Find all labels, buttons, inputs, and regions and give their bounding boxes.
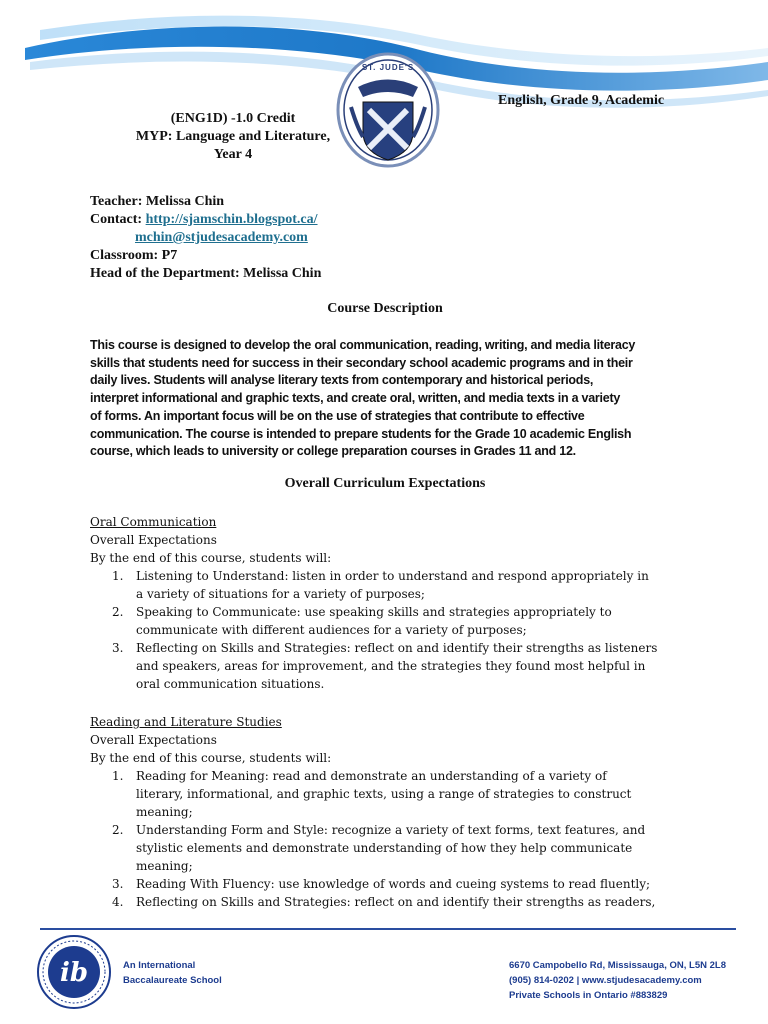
course-code-line: (ENG1D) -1.0 Credit xyxy=(170,111,296,126)
item-line: and speakers, areas for improvement, and the strategies they found most helpful in xyxy=(136,659,646,673)
course-code-block xyxy=(120,110,346,164)
description-line: interpret informational and graphic texts, and create oral, written, and media texts in a variety xyxy=(90,391,621,406)
ib-line-1: An International xyxy=(123,960,196,971)
list-item xyxy=(90,603,690,639)
item-line: Speaking to Communicate: use speaking skills and strategies appropriately to xyxy=(136,605,612,619)
crest-text: ST. JUDE'S xyxy=(361,63,415,72)
teacher-info xyxy=(90,193,321,283)
expectation-list xyxy=(90,767,690,911)
course-program-line: MYP: Language and Literature, xyxy=(135,129,331,144)
email-link[interactable]: mchin@stjudesacademy.com xyxy=(135,230,308,245)
expectation-list xyxy=(90,567,690,693)
reading-literature-section xyxy=(90,713,690,911)
list-item xyxy=(90,767,690,821)
contact-line xyxy=(90,211,321,229)
item-line: Listening to Understand: listen in order to understand and respond appropriately in xyxy=(136,569,649,583)
list-item xyxy=(90,639,690,693)
classroom-line: Classroom: P7 xyxy=(90,248,178,263)
item-line: communicate with different audiences for a variety of purposes; xyxy=(136,623,527,637)
school-address: 6670 Campobello Rd, Mississauga, ON, L5N 2L8 xyxy=(509,960,726,971)
item-number: 1. xyxy=(112,569,124,583)
item-number: 4. xyxy=(112,895,124,909)
list-item xyxy=(90,875,690,893)
course-year-line: Year 4 xyxy=(213,147,253,162)
blog-link[interactable]: http://sjamschin.blogspot.ca/ xyxy=(145,212,318,227)
school-phone-web: (905) 814-0202 | www.stjudesacademy.com xyxy=(509,975,702,986)
item-number: 2. xyxy=(112,823,124,837)
description-line: course, which leads to university or college preparation courses in Grades 11 and 12. xyxy=(90,444,576,459)
ib-school-label xyxy=(123,958,222,988)
course-grade-title: English, Grade 9, Academic xyxy=(498,93,665,108)
item-number: 3. xyxy=(112,641,124,655)
item-number: 3. xyxy=(112,877,124,891)
section-intro: By the end of this course, students will: xyxy=(90,751,332,765)
svg-text:ib: ib xyxy=(59,958,89,988)
item-line: oral communication situations. xyxy=(136,677,325,691)
list-item xyxy=(90,893,690,911)
course-description xyxy=(90,337,690,461)
curriculum-expectations-heading: Overall Curriculum Expectations xyxy=(284,476,486,491)
letterhead xyxy=(0,0,768,170)
school-registration: Private Schools in Ontario #883829 xyxy=(509,990,668,1001)
description-line: of forms. An important focus will be on the use of strategies that contribute to effective xyxy=(90,408,585,423)
item-line: literary, informational, and graphic texts, using a range of strategies to construct xyxy=(136,787,632,801)
contact-label: Contact: xyxy=(90,212,146,227)
school-contact-block xyxy=(509,958,726,1003)
oral-communication-section xyxy=(90,513,690,693)
section-intro: By the end of this course, students will: xyxy=(90,551,332,565)
teacher-line: Teacher: Melissa Chin xyxy=(90,194,225,209)
list-item xyxy=(90,567,690,603)
email-line xyxy=(90,229,321,247)
department-head-line: Head of the Department: Melissa Chin xyxy=(90,266,322,281)
footer-divider xyxy=(40,928,736,930)
ib-world-school-logo xyxy=(36,934,112,1010)
description-line: daily lives. Students will analyse literary texts from contemporary and historical periods, xyxy=(90,373,594,388)
ib-line-2: Baccalaureate School xyxy=(123,975,222,986)
description-line: communication. The course is intended to prepare students for the Grade 10 academic English xyxy=(90,426,632,441)
item-line: Reflecting on Skills and Strategies: reflect on and identify their strengths as readers, xyxy=(136,895,656,909)
section-subtitle: Overall Expectations xyxy=(90,533,217,547)
section-title: Reading and Literature Studies xyxy=(90,715,282,729)
item-number: 2. xyxy=(112,605,124,619)
item-line: stylistic elements and demonstrate understanding of how they help communicate xyxy=(136,841,633,855)
item-line: Reading for Meaning: read and demonstrate an understanding of a variety of xyxy=(136,769,607,783)
list-item xyxy=(90,821,690,875)
item-line: meaning; xyxy=(136,805,193,819)
item-line: Reading With Fluency: use knowledge of words and cueing systems to read fluently; xyxy=(136,877,651,891)
item-line: Understanding Form and Style: recognize a variety of text forms, text features, and xyxy=(136,823,646,837)
item-line: meaning; xyxy=(136,859,193,873)
description-line: skills that students need for success in their secondary school academic programs and in their xyxy=(90,355,633,370)
section-subtitle: Overall Expectations xyxy=(90,733,217,747)
item-number: 1. xyxy=(112,769,124,783)
course-description-heading: Course Description xyxy=(327,301,443,316)
item-line: a variety of situations for a variety of purposes; xyxy=(136,587,425,601)
section-title: Oral Communication xyxy=(90,515,217,529)
description-line: This course is designed to develop the oral communication, reading, writing, and media literacy xyxy=(90,338,636,352)
item-line: Reflecting on Skills and Strategies: reflect on and identify their strengths as listeners xyxy=(136,641,658,655)
